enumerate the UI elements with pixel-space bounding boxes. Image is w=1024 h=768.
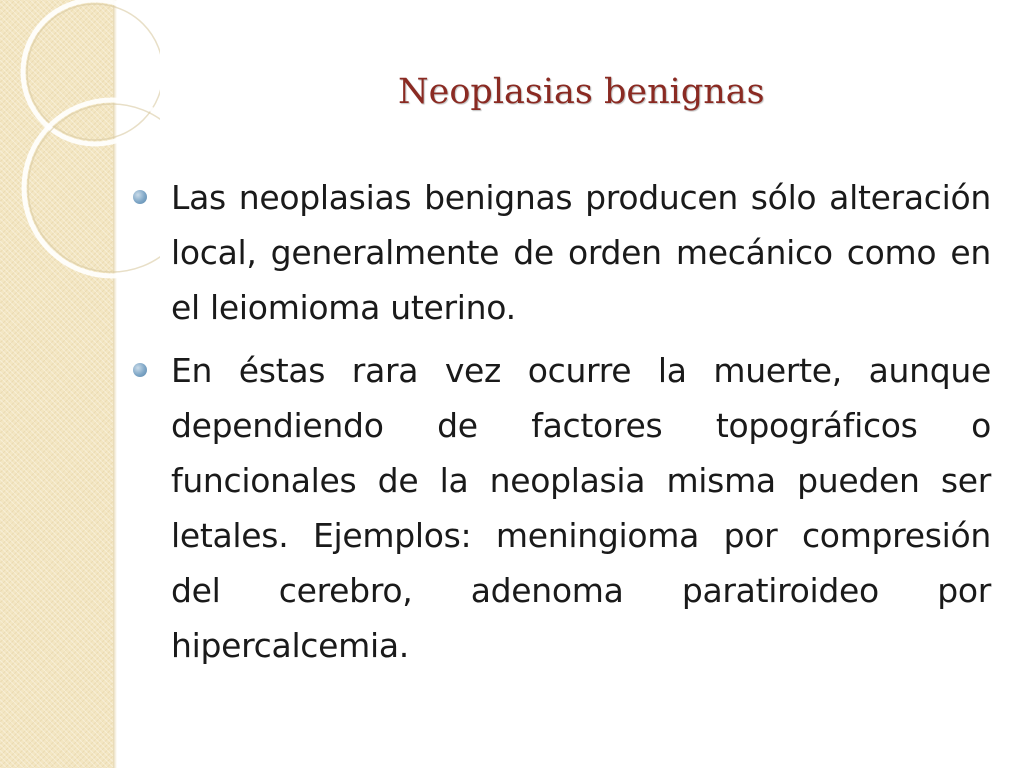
bullet-list	[131, 170, 991, 681]
slide-title: Neoplasias benignas	[398, 72, 765, 112]
list-item	[131, 170, 991, 335]
bullet-text: Las neoplasias benignas producen sólo alteración local, generalmente de orden mecánico como en el leiomioma uterino.	[171, 178, 991, 327]
bullet-icon	[133, 190, 147, 204]
list-item	[131, 343, 991, 673]
bullet-icon	[133, 363, 147, 377]
bullet-text: En éstas rara vez ocurre la muerte, aunque dependiendo de factores topográficos o funcionales de la neoplasia misma pueden ser letales. Ejemplos: meningioma por compresión del cerebro, adenoma paratiroideo por hipercalcemia.	[171, 351, 991, 665]
